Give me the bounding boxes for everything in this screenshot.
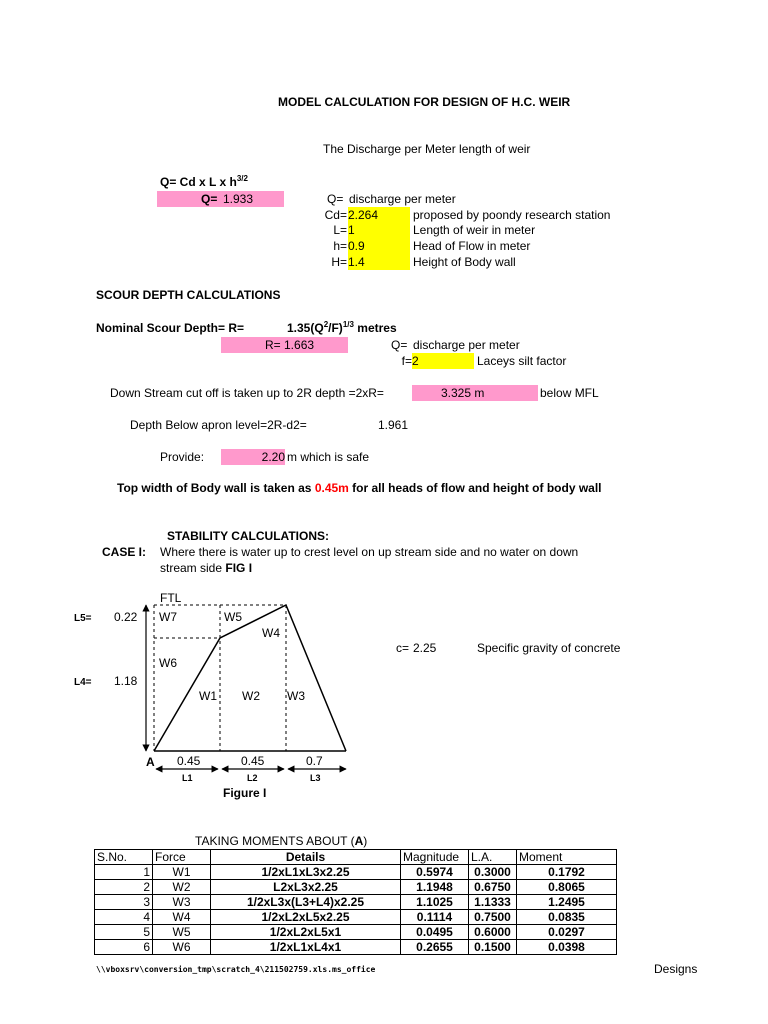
dim-l1-value: 0.45 bbox=[177, 754, 201, 768]
cell-magnitude: 1.1948 bbox=[401, 880, 469, 895]
provide-label: Provide: bbox=[160, 450, 205, 464]
scour-formula: $1.35(Q^2/F)^{1/3}$ metres bbox=[287, 320, 397, 335]
q-desc-label: Q= bbox=[327, 192, 344, 206]
cell-sno: 4 bbox=[95, 910, 153, 925]
c-desc: Specific gravity of concrete bbox=[477, 641, 621, 655]
cell-details: 1/2xL2xL5x2.25 bbox=[211, 910, 401, 925]
c-label: c= bbox=[396, 641, 410, 655]
case-text-1: Where there is water up to crest level on up stream side and no water on down bbox=[160, 545, 579, 559]
hh-value: 1.4 bbox=[348, 254, 410, 270]
col-moment: Moment bbox=[517, 850, 617, 865]
table-header-row bbox=[95, 850, 617, 865]
l-value: 1 bbox=[348, 222, 410, 238]
cell-force: W1 bbox=[153, 865, 211, 880]
cell-la: 0.7500 bbox=[469, 910, 517, 925]
scour-q-desc: discharge per meter bbox=[413, 338, 520, 352]
cell-details: 1/2xL1xL3x2.25 bbox=[211, 865, 401, 880]
w2-label: W2 bbox=[242, 689, 260, 703]
h-desc: Head of Flow in meter bbox=[413, 239, 531, 253]
w6-label: W6 bbox=[159, 656, 177, 670]
l3-label: L3 bbox=[310, 773, 321, 783]
cell-details: L2xL3x2.25 bbox=[211, 880, 401, 895]
cd-desc: proposed by poondy research station bbox=[413, 208, 611, 222]
cell-la: 0.3000 bbox=[469, 865, 517, 880]
l2-label: L2 bbox=[247, 773, 258, 783]
footer-sheet-name: Designs bbox=[654, 962, 698, 976]
scour-q-label: Q= bbox=[391, 338, 408, 352]
cell-la: 0.6750 bbox=[469, 880, 517, 895]
cell-magnitude: 0.2655 bbox=[401, 940, 469, 955]
w7-label: W7 bbox=[159, 610, 177, 624]
nominal-scour-label: Nominal Scour Depth= R= bbox=[96, 321, 245, 335]
cell-details: 1/2xL2xL5x1 bbox=[211, 925, 401, 940]
apron-text: Depth Below apron level=2R-d2= bbox=[130, 418, 307, 432]
f-label: f= bbox=[401, 354, 412, 368]
scour-heading: SCOUR DEPTH CALCULATIONS bbox=[96, 288, 281, 302]
table-row bbox=[95, 895, 617, 910]
cell-details: 1/2xL1xL4x1 bbox=[211, 940, 401, 955]
cell-sno: 2 bbox=[95, 880, 153, 895]
cell-magnitude: 1.1025 bbox=[401, 895, 469, 910]
cell-force: W4 bbox=[153, 910, 211, 925]
l-label: L= bbox=[333, 223, 347, 237]
w4-label: W4 bbox=[262, 626, 280, 640]
col-la: L.A. bbox=[469, 850, 517, 865]
table-row bbox=[95, 865, 617, 880]
table-row bbox=[95, 910, 617, 925]
table-row bbox=[95, 925, 617, 940]
l4-value: 1.18 bbox=[114, 674, 138, 688]
l-desc: Length of weir in meter bbox=[413, 223, 536, 237]
footer-file-path: \\vboxsrv\conversion_tmp\scratch_4\211502759.xls.ms_office bbox=[96, 965, 376, 974]
table-row bbox=[95, 880, 617, 895]
downstream-text: Down Stream cut off is taken up to 2R depth =2xR= bbox=[110, 386, 384, 400]
page-title: MODEL CALCULATION FOR DESIGN OF H.C. WEIR bbox=[278, 95, 571, 109]
hh-desc: Height of Body wall bbox=[413, 255, 516, 269]
col-magnitude: Magnitude bbox=[401, 850, 469, 865]
q-desc: discharge per meter bbox=[349, 192, 456, 206]
l5-value: 0.22 bbox=[114, 610, 138, 624]
ftl-label: FTL bbox=[160, 591, 182, 605]
cell-moment: 0.0297 bbox=[517, 925, 617, 940]
w3-label: W3 bbox=[287, 689, 305, 703]
cell-la: 0.6000 bbox=[469, 925, 517, 940]
cell-sno: 6 bbox=[95, 940, 153, 955]
cell-la: 0.1500 bbox=[469, 940, 517, 955]
provide-text: m which is safe bbox=[287, 450, 370, 464]
cell-sno: 5 bbox=[95, 925, 153, 940]
cd-label: Cd= bbox=[324, 208, 347, 222]
discharge-heading: The Discharge per Meter length of weir bbox=[323, 142, 531, 156]
h-label: h= bbox=[333, 239, 347, 253]
cell-magnitude: 0.0495 bbox=[401, 925, 469, 940]
weir-outline bbox=[154, 605, 346, 751]
f-desc: Laceys silt factor bbox=[477, 354, 567, 368]
h-value: 0.9 bbox=[348, 238, 410, 254]
cell-moment: 1.2495 bbox=[517, 895, 617, 910]
discharge-formula: Q= Cd x L x $h^{3/2}$ bbox=[160, 174, 248, 189]
provide-value: 2.20 bbox=[221, 449, 285, 465]
cell-sno: 3 bbox=[95, 895, 153, 910]
dim-l2-value: 0.45 bbox=[241, 754, 265, 768]
l5-label: L5= bbox=[74, 613, 92, 624]
w1-label: W1 bbox=[199, 689, 217, 703]
cell-moment: 0.8065 bbox=[517, 880, 617, 895]
r-result-cell: R= 1.663 bbox=[221, 337, 348, 353]
cell-force: W2 bbox=[153, 880, 211, 895]
w5-label: W5 bbox=[224, 610, 242, 624]
cell-moment: 0.0398 bbox=[517, 940, 617, 955]
col-details: Details bbox=[211, 850, 401, 865]
downstream-unit: below MFL bbox=[540, 386, 599, 400]
cell-moment: 0.1792 bbox=[517, 865, 617, 880]
cell-magnitude: 0.1114 bbox=[401, 910, 469, 925]
downstream-value-cell: 3.325 m bbox=[412, 385, 538, 401]
point-a-label: A bbox=[146, 755, 155, 769]
cd-value: 2.264 bbox=[348, 207, 410, 223]
figure-caption: Figure I bbox=[223, 786, 267, 800]
topwidth-note: Top width of Body wall is taken as 0.45m for all heads of flow and height of body wall bbox=[117, 481, 602, 495]
cell-force: W5 bbox=[153, 925, 211, 940]
col-force: Force bbox=[153, 850, 211, 865]
cell-magnitude: 0.5974 bbox=[401, 865, 469, 880]
cell-la: 1.1333 bbox=[469, 895, 517, 910]
hh-label: H= bbox=[331, 255, 347, 269]
c-value: 2.25 bbox=[413, 641, 437, 655]
moments-heading: TAKING MOMENTS ABOUT (A) bbox=[195, 834, 368, 848]
col-sno: S.No. bbox=[95, 850, 153, 865]
figure-weir-section bbox=[0, 585, 400, 805]
q-result-cell: Q= 1.933 bbox=[157, 191, 284, 207]
cell-force: W3 bbox=[153, 895, 211, 910]
stability-heading: STABILITY CALCULATIONS: bbox=[167, 529, 329, 543]
l4-label: L4= bbox=[74, 677, 92, 688]
cell-sno: 1 bbox=[95, 865, 153, 880]
apron-value: 1.961 bbox=[378, 418, 409, 432]
dim-l3-value: 0.7 bbox=[306, 754, 323, 768]
l1-label: L1 bbox=[182, 773, 193, 783]
cell-moment: 0.0835 bbox=[517, 910, 617, 925]
f-value: 2 bbox=[412, 353, 474, 369]
cell-force: W6 bbox=[153, 940, 211, 955]
cell-details: 1/2xL3x(L3+L4)x2.25 bbox=[211, 895, 401, 910]
case-label: CASE I: bbox=[102, 545, 147, 559]
table-row bbox=[95, 940, 617, 955]
moments-table bbox=[94, 849, 617, 955]
case-text-2: stream side FIG I bbox=[160, 561, 253, 575]
